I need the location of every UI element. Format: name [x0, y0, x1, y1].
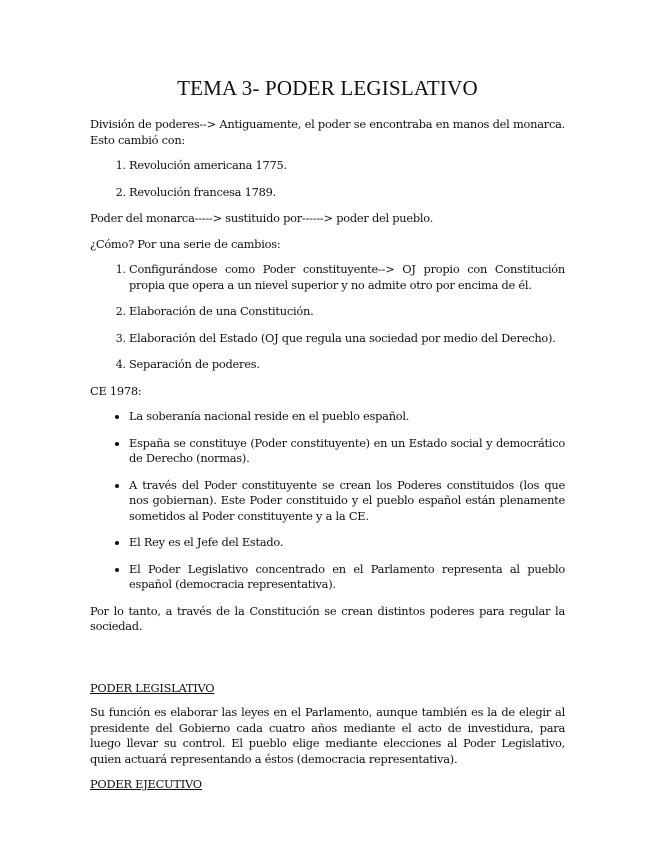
list-item: • España se constituye (Poder constituyente) en un Estado social y democrático de Derecho (normas). — [129, 436, 565, 467]
list-item: 1. Revolución americana 1775. — [129, 158, 565, 174]
document-title: TEMA 3- PODER LEGISLATIVO — [177, 76, 478, 100]
ce-label: CE 1978: — [90, 383, 142, 398]
intro-paragraph: División de poderes--> Antiguamente, el poder se encontraba en manos del monarca. Esto cambió con: — [90, 117, 565, 147]
list-item: 3. Elaboración del Estado (OJ que regula una sociedad por medio del Derecho). — [129, 331, 565, 347]
changes-list — [90, 262, 565, 373]
list-item: 1. Configurándose como Poder constituyente--> OJ propio con Constitución propia que opera a un nievel superior y no admite otro por encima de él. — [129, 262, 565, 293]
list-item: 2. Elaboración de una Constitución. — [129, 304, 565, 320]
list-item: • A través del Poder constituyente se crean los Poderes constituidos (los que nos gobiernan). Este Poder constituido y el pueblo español están plenamente sometidos al Poder constituyente y a la CE. — [129, 478, 565, 525]
conclusion-paragraph: Por lo tanto, a través de la Constitución se crean distintos poderes para regular la sociedad. — [90, 603, 565, 633]
ce-points-list — [90, 409, 565, 593]
list-item: 4. Separación de poderes. — [129, 357, 565, 373]
executive-heading: PODER EJECUTIVO — [90, 777, 202, 791]
how-paragraph: ¿Cómo? Por una serie de cambios: — [90, 236, 281, 251]
list-item: • La soberanía nacional reside en el pueblo español. — [129, 409, 565, 425]
legislative-heading: PODER LEGISLATIVO — [90, 680, 215, 695]
monarch-paragraph: Poder del monarca-----> sustituido por------> poder del pueblo. — [90, 211, 434, 225]
list-item: • El Poder Legislativo concentrado en el Parlamento representa al pueblo español (democracia representativa). — [129, 562, 565, 593]
revolutions-list — [90, 158, 565, 200]
section-spacer — [90, 645, 565, 681]
list-item: 2. Revolución francesa 1789. — [129, 185, 565, 201]
legislative-paragraph: Su función es elaborar las leyes en el Parlamento, aunque también es la de elegir al presidente del Gobierno cada cuatro años mediante el acto de investidura, para luego llevar su control. El pueblo elige mediante elecciones al Poder Legislativo, quien actuará representando a éstos (democracia representativa). — [90, 705, 565, 766]
list-item: • El Rey es el Jefe del Estado. — [129, 535, 565, 551]
